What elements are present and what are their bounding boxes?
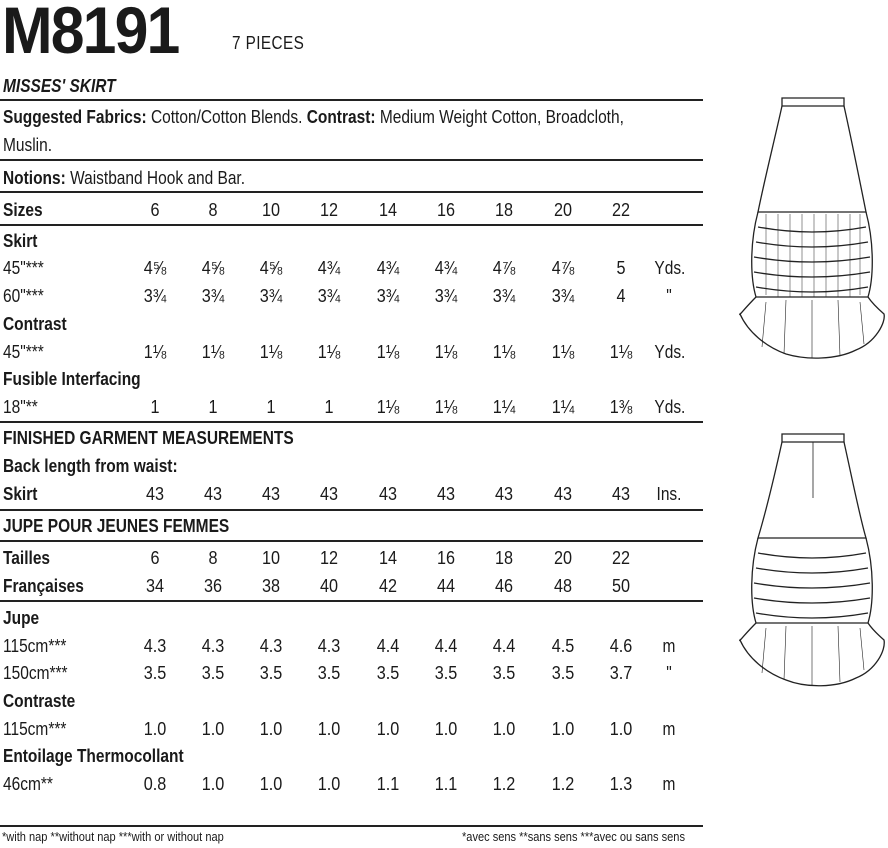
section-heading	[0, 454, 703, 478]
cell-value: 44	[436, 576, 456, 596]
cell-value: 6	[150, 548, 160, 568]
cell-value: 1¼	[492, 397, 516, 417]
cell-value: 14	[378, 548, 398, 568]
cell-value: 3.5	[201, 663, 225, 683]
cell-value: 1	[150, 397, 160, 417]
cell-value: 1.0	[259, 719, 283, 739]
cell-value: 1.0	[609, 719, 633, 739]
table-row	[0, 661, 703, 685]
row-label: Contraste	[3, 691, 76, 711]
cell-value: 14	[378, 200, 398, 220]
divider	[0, 224, 703, 226]
cell-value: 3¾	[259, 286, 283, 306]
cell-value: 1⅛	[143, 342, 167, 362]
divider	[0, 509, 703, 511]
row-label: FINISHED GARMENT MEASUREMENTS	[3, 428, 294, 448]
cell-value: 4¾	[376, 258, 400, 278]
cell-value: 10	[261, 548, 281, 568]
cell-value: 3¾	[317, 286, 341, 306]
cell-value: 43	[378, 484, 398, 504]
cell-value: 4⅞	[492, 258, 516, 278]
cell-value: 22	[611, 200, 631, 220]
cell-value: 42	[378, 576, 398, 596]
fabrics-text: Cotton/Cotton Blends.	[146, 107, 307, 127]
cell-value: 1⅜	[609, 397, 633, 417]
row-label: Tailles	[3, 548, 51, 568]
row-label: 115cm***	[3, 719, 67, 739]
cell-value: 1⅛	[492, 342, 516, 362]
cell-value: 3.5	[317, 663, 341, 683]
cell-value: 12	[319, 548, 339, 568]
cell-value: 18	[494, 548, 514, 568]
divider	[0, 421, 703, 423]
row-label: Skirt	[3, 484, 38, 504]
cell-value: 3¾	[551, 286, 575, 306]
cell-value: 3.5	[376, 663, 400, 683]
cell-value: 4¾	[317, 258, 341, 278]
cell-value: 5	[616, 258, 626, 278]
section-heading	[0, 426, 703, 450]
cell-value: 43	[145, 484, 165, 504]
cell-value: 6	[150, 200, 160, 220]
row-label: Skirt	[3, 231, 38, 251]
skirt-front-illustration	[736, 92, 888, 362]
cell-value: 1	[208, 397, 218, 417]
table-row	[0, 256, 703, 280]
row-label: 45"***	[3, 342, 44, 362]
cell-value: 1⅛	[317, 342, 341, 362]
table-row	[0, 198, 703, 222]
row-label: 46cm**	[3, 774, 53, 794]
cell-value: 12	[319, 200, 339, 220]
cell-value: 1⅛	[376, 397, 400, 417]
row-label: JUPE POUR JEUNES FEMMES	[3, 516, 230, 536]
cell-value: 3.5	[434, 663, 458, 683]
cell-value: 3.5	[492, 663, 516, 683]
divider	[0, 540, 703, 542]
cell-value: 3.5	[143, 663, 167, 683]
row-label: Back length from waist:	[3, 456, 178, 476]
cell-value: 1	[266, 397, 276, 417]
pieces-count: 7 PIECES	[232, 33, 305, 53]
row-label: Fusible Interfacing	[3, 369, 141, 389]
footnotes-english: *with nap **without nap ***with or without nap	[2, 829, 224, 844]
section-heading	[0, 744, 703, 768]
cell-value: 0.8	[143, 774, 167, 794]
contrast-label: Contrast:	[306, 107, 376, 127]
cell-value: 1.0	[259, 774, 283, 794]
table-row	[0, 482, 703, 506]
row-label: Contrast	[3, 314, 67, 334]
divider	[0, 99, 703, 101]
notions-text: Waistband Hook and Bar.	[65, 168, 246, 188]
cell-value: 10	[261, 200, 281, 220]
cell-value: 4.3	[201, 636, 225, 656]
cell-value: 22	[611, 548, 631, 568]
cell-value: 43	[319, 484, 339, 504]
cell-value: 1⅛	[201, 342, 225, 362]
row-label: 18"**	[3, 397, 38, 417]
cell-value: 4.5	[551, 636, 575, 656]
cell-value: 1.0	[201, 774, 225, 794]
cell-value: 46	[494, 576, 514, 596]
cell-value: 1.0	[143, 719, 167, 739]
unit-label: Yds.	[654, 342, 686, 362]
unit-label: "	[666, 286, 672, 306]
row-label: 60"***	[3, 286, 44, 306]
table-row	[0, 574, 703, 598]
table-row	[0, 634, 703, 658]
cell-value: 4.6	[609, 636, 633, 656]
fabrics-label: Suggested Fabrics:	[3, 107, 147, 127]
cell-value: 4¾	[434, 258, 458, 278]
skirt-back-illustration	[736, 428, 888, 698]
cell-value: 4⅝	[259, 258, 283, 278]
cell-value: 18	[494, 200, 514, 220]
divider	[0, 191, 703, 193]
divider	[0, 825, 703, 827]
unit-label: Ins.	[656, 484, 682, 504]
cell-value: 1⅛	[551, 342, 575, 362]
footnotes-french: *avec sens **sans sens ***avec ou sans sens	[462, 829, 685, 844]
cell-value: 1¼	[551, 397, 575, 417]
section-heading	[0, 514, 703, 538]
row-label: Sizes	[3, 200, 43, 220]
cell-value: 1.3	[609, 774, 633, 794]
fabrics-line2: Muslin.	[3, 135, 53, 155]
cell-value: 1.0	[317, 774, 341, 794]
cell-value: 3.7	[609, 663, 633, 683]
row-label: 45"***	[3, 258, 44, 278]
table-row	[0, 546, 703, 570]
cell-value: 8	[208, 200, 218, 220]
row-label: Entoilage Thermocollant	[3, 746, 184, 766]
cell-value: 1.0	[492, 719, 516, 739]
divider	[0, 159, 703, 161]
cell-value: 43	[436, 484, 456, 504]
cell-value: 1	[324, 397, 334, 417]
cell-value: 4	[616, 286, 626, 306]
cell-value: 8	[208, 548, 218, 568]
divider	[0, 600, 703, 602]
cell-value: 43	[611, 484, 631, 504]
row-label: 115cm***	[3, 636, 67, 656]
section-heading	[0, 367, 703, 391]
cell-value: 43	[203, 484, 223, 504]
cell-value: 4⅞	[551, 258, 575, 278]
cell-value: 36	[203, 576, 223, 596]
unit-label: Yds.	[654, 397, 686, 417]
unit-label: "	[666, 663, 672, 683]
cell-value: 40	[319, 576, 339, 596]
cell-value: 3.5	[259, 663, 283, 683]
table-row	[0, 717, 703, 741]
cell-value: 38	[261, 576, 281, 596]
unit-label: m	[662, 719, 676, 739]
cell-value: 1⅛	[376, 342, 400, 362]
section-heading	[0, 606, 703, 630]
unit-label: Yds.	[654, 258, 686, 278]
row-label: 150cm***	[3, 663, 68, 683]
cell-value: 43	[553, 484, 573, 504]
cell-value: 4.4	[492, 636, 516, 656]
cell-value: 4⅝	[201, 258, 225, 278]
unit-label: m	[662, 636, 676, 656]
cell-value: 1.0	[317, 719, 341, 739]
contrast-text: Medium Weight Cotton, Broadcloth,	[375, 107, 624, 127]
cell-value: 34	[145, 576, 165, 596]
cell-value: 4.4	[434, 636, 458, 656]
suggested-fabrics	[3, 106, 624, 128]
notions	[3, 167, 245, 189]
cell-value: 1.0	[551, 719, 575, 739]
cell-value: 4.3	[317, 636, 341, 656]
cell-value: 43	[261, 484, 281, 504]
cell-value: 1⅛	[609, 342, 633, 362]
cell-value: 3¾	[376, 286, 400, 306]
cell-value: 50	[611, 576, 631, 596]
cell-value: 20	[553, 548, 573, 568]
cell-value: 3¾	[143, 286, 167, 306]
cell-value: 1⅛	[434, 342, 458, 362]
cell-value: 4⅝	[143, 258, 167, 278]
cell-value: 1.1	[434, 774, 458, 794]
cell-value: 3¾	[492, 286, 516, 306]
section-heading	[0, 689, 703, 713]
table-row	[0, 284, 703, 308]
row-label: Jupe	[3, 608, 40, 628]
notions-label: Notions:	[3, 168, 66, 188]
cell-value: 3¾	[201, 286, 225, 306]
cell-value: 1⅛	[434, 397, 458, 417]
cell-value: 4.3	[143, 636, 167, 656]
cell-value: 16	[436, 548, 456, 568]
table-row	[0, 772, 703, 796]
cell-value: 1.1	[376, 774, 400, 794]
cell-value: 20	[553, 200, 573, 220]
pattern-number: M8191	[2, 0, 179, 67]
cell-value: 16	[436, 200, 456, 220]
cell-value: 1.2	[551, 774, 575, 794]
cell-value: 4.4	[376, 636, 400, 656]
cell-value: 1.2	[492, 774, 516, 794]
table-row	[0, 395, 703, 419]
table-row	[0, 340, 703, 364]
cell-value: 43	[494, 484, 514, 504]
cell-value: 1.0	[376, 719, 400, 739]
cell-value: 3.5	[551, 663, 575, 683]
cell-value: 1.0	[434, 719, 458, 739]
section-title: MISSES' SKIRT	[3, 76, 116, 96]
section-heading	[0, 229, 703, 253]
cell-value: 1⅛	[259, 342, 283, 362]
section-heading	[0, 312, 703, 336]
unit-label: m	[662, 774, 676, 794]
row-label: Françaises	[3, 576, 84, 596]
cell-value: 1.0	[201, 719, 225, 739]
cell-value: 3¾	[434, 286, 458, 306]
cell-value: 48	[553, 576, 573, 596]
cell-value: 4.3	[259, 636, 283, 656]
